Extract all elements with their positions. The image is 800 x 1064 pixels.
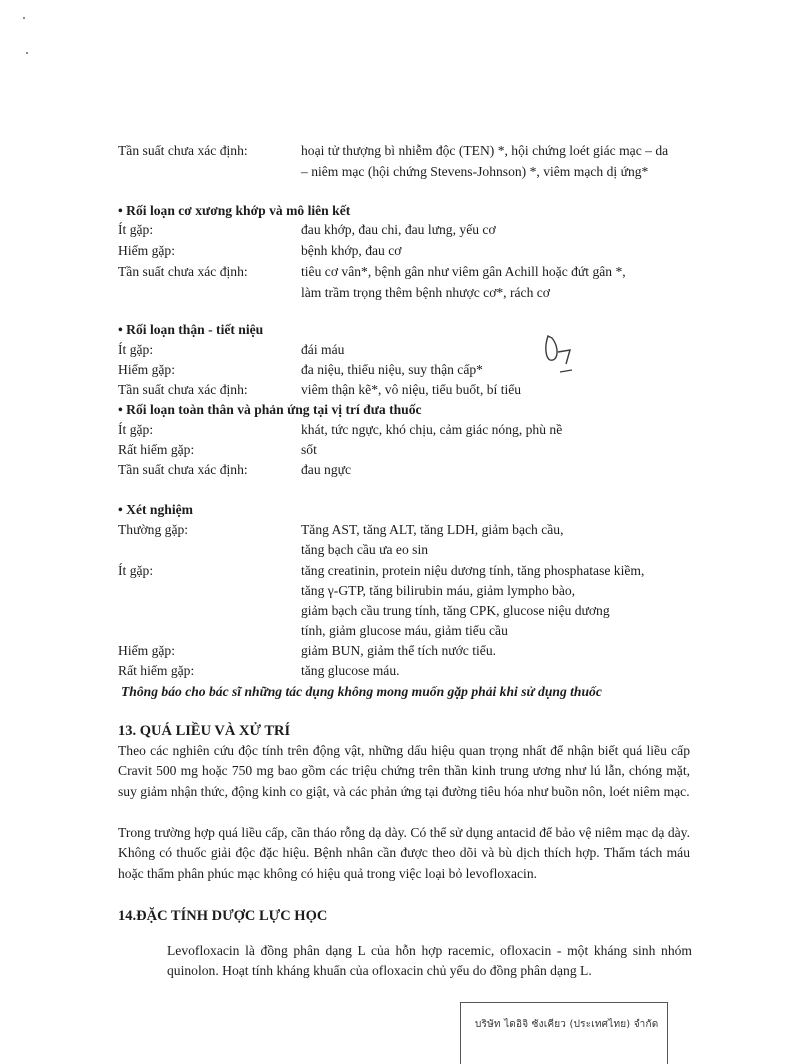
row-value: hoại tử thượng bì nhiễm độc (TEN) *, hội chứng loét giác mạc – da xyxy=(301,143,669,158)
row-value: – niêm mạc (hội chứng Stevens-Johnson) *, viêm mạch dị ứng* xyxy=(301,164,649,179)
row-value: sốt xyxy=(301,442,317,457)
continuation-row xyxy=(118,540,718,560)
section-13-title: 13. QUÁ LIỀU VÀ XỬ TRÍ xyxy=(118,723,291,739)
row-label: Ít gặp: xyxy=(118,342,154,357)
musculoskeletal-heading: • Rối loạn cơ xương khớp và mô liên kết xyxy=(118,203,351,218)
continuation-row xyxy=(118,621,718,641)
lab-row xyxy=(118,661,718,681)
row-value: giảm BUN, giảm thể tích nước tiểu. xyxy=(301,643,497,658)
general-row xyxy=(118,440,718,460)
row-value: viêm thận kẽ*, vô niệu, tiểu buốt, bí tiểu xyxy=(301,382,522,397)
renal-row xyxy=(118,340,718,360)
row-value: tiêu cơ vân*, bệnh gân như viêm gân Achill hoặc đứt gân *, xyxy=(301,264,626,279)
row-value: tăng bạch cầu ưa eo sin xyxy=(301,542,429,557)
row-label: Hiếm gặp: xyxy=(118,643,176,658)
row-value: đa niệu, thiểu niệu, suy thận cấp* xyxy=(301,362,483,377)
row-value: khát, tức ngực, khó chịu, cảm giác nóng, phù nề xyxy=(301,422,563,437)
row-value: tăng γ-GTP, tăng bilirubin máu, giảm lympho bào, xyxy=(301,583,576,598)
lab-row xyxy=(118,561,718,581)
section-14-paragraph: Levofloxacin là đồng phân dạng L của hỗn hợp racemic, ofloxacin - một kháng sinh nhóm quinolon. Hoạt tính kháng khuẩn của ofloxacin chủ yếu do đồng phân dạng L. xyxy=(167,943,692,979)
continuation-row xyxy=(118,162,718,182)
row-label: Tần suất chưa xác định: xyxy=(118,462,248,477)
section-13-paragraph-2: Trong trường hợp quá liều cấp, cần tháo rỗng dạ dày. Có thể sử dụng antacid để bảo vệ niêm mạc dạ dày. Không có thuốc giải độc đặc hiệu. Bệnh nhân cần được theo dõi và bù dịch thích hợp. Thẩm tách máu hoặc thẩm phân phúc mạc không có hiệu quả trong việc loại bỏ levofloxacin. xyxy=(118,825,690,881)
continuation-row xyxy=(118,283,718,303)
scan-speck xyxy=(26,52,28,54)
general-heading: • Rối loạn toàn thân và phản ứng tại vị trí đưa thuốc xyxy=(118,402,422,417)
row-value: đau ngực xyxy=(301,462,352,477)
lab-row xyxy=(118,520,718,540)
musculoskeletal-row xyxy=(118,241,718,261)
row-value: làm trầm trọng thêm bệnh nhược cơ*, rách cơ xyxy=(301,285,550,300)
row-label: Hiếm gặp: xyxy=(118,243,176,258)
row-label: Tần suất chưa xác định: xyxy=(118,264,248,279)
company-stamp-box xyxy=(460,1002,668,1064)
continuation-row xyxy=(118,581,718,601)
row-label: Rất hiếm gặp: xyxy=(118,663,195,678)
undetermined-frequency-row xyxy=(118,141,718,161)
report-notice: Thông báo cho bác sĩ những tác dụng không mong muốn gặp phải khi sử dụng thuốc xyxy=(121,684,602,699)
renal-heading: • Rối loạn thận - tiết niệu xyxy=(118,322,264,337)
section-13-paragraph-1: Theo các nghiên cứu độc tính trên động vật, những dấu hiệu quan trọng nhất để nhận biết quá liều cấp Cravit 500 mg hoặc 750 mg bao gồm các triệu chứng trên thần kinh trung ương như lú lẫn, chóng mặt, suy giảm nhận thức, động kinh co giật, và các phản ứng tại đường tiêu hóa như buồn nôn, loét niêm mạc. xyxy=(118,743,690,799)
lab-heading: • Xét nghiệm xyxy=(118,502,193,517)
renal-row xyxy=(118,380,718,400)
musculoskeletal-row xyxy=(118,262,718,282)
row-value: đau khớp, đau chi, đau lưng, yếu cơ xyxy=(301,222,496,237)
lab-row xyxy=(118,641,718,661)
general-row xyxy=(118,420,718,440)
renal-row xyxy=(118,360,718,380)
row-label: Thường gặp: xyxy=(118,522,189,537)
row-value: tính, giảm glucose máu, giảm tiểu cầu xyxy=(301,623,508,638)
row-label: Tần suất chưa xác định: xyxy=(118,382,248,397)
row-value: tăng glucose máu. xyxy=(301,663,400,678)
section-14-title: 14.ĐẶC TÍNH DƯỢC LỰC HỌC xyxy=(118,908,328,924)
row-label: Rất hiếm gặp: xyxy=(118,442,195,457)
row-label: Ít gặp: xyxy=(118,563,154,578)
continuation-row xyxy=(118,601,718,621)
row-label: Ít gặp: xyxy=(118,222,154,237)
company-stamp-text: บริษัท ไดอิจิ ซังเคียว (ประเทศไทย) จำกัด xyxy=(475,1019,659,1030)
row-label: Tần suất chưa xác định: xyxy=(118,143,248,158)
handwritten-mark xyxy=(540,328,580,376)
row-value: giảm bạch cầu trung tính, tăng CPK, glucose niệu dương xyxy=(301,603,610,618)
row-label: Ít gặp: xyxy=(118,422,154,437)
row-value: đái máu xyxy=(301,342,345,357)
row-value: Tăng AST, tăng ALT, tăng LDH, giảm bạch cầu, xyxy=(301,522,564,537)
row-value: bệnh khớp, đau cơ xyxy=(301,243,402,258)
row-value: tăng creatinin, protein niệu dương tính, tăng phosphatase kiềm, xyxy=(301,563,645,578)
row-label: Hiếm gặp: xyxy=(118,362,176,377)
musculoskeletal-row xyxy=(118,220,718,240)
general-row xyxy=(118,460,718,480)
scan-speck xyxy=(23,17,25,19)
